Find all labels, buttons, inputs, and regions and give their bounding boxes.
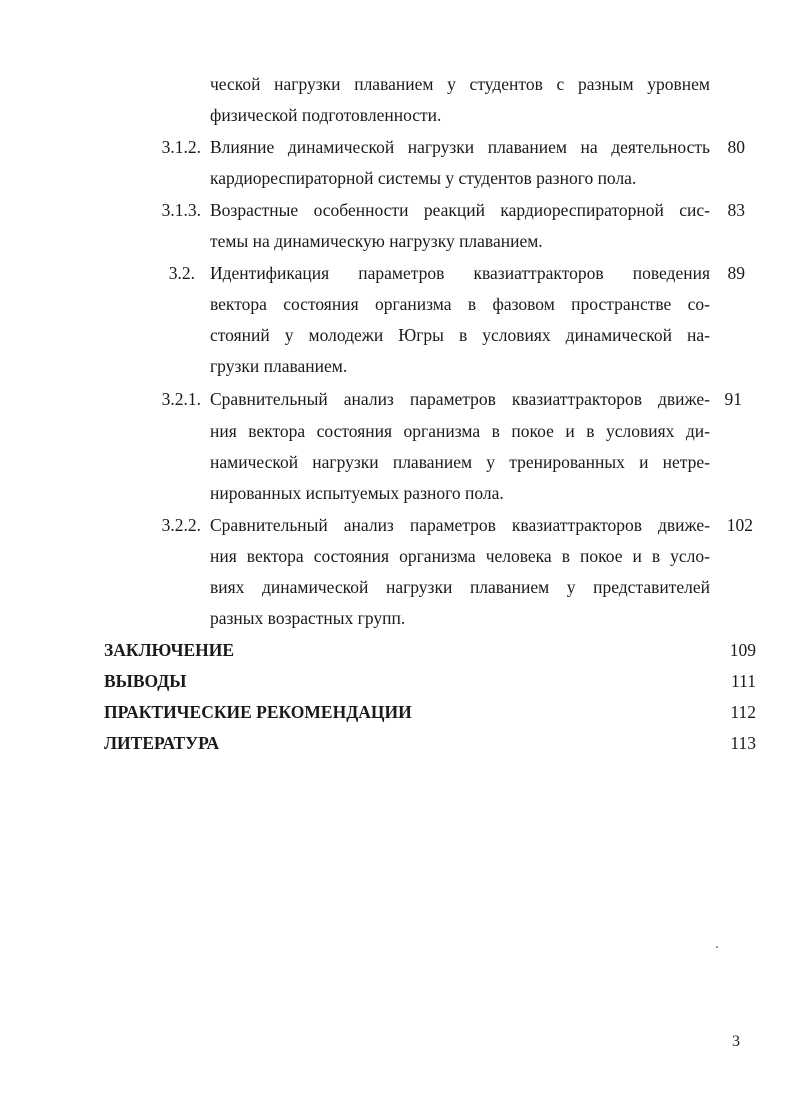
toc-section-page: 112 — [730, 702, 756, 722]
toc-entry-page: 83 — [727, 200, 745, 220]
toc-continued-line-2: физической подготовленности. — [210, 105, 442, 125]
toc-entry-line: ния вектора состояния организма человека в покое и в усло- — [210, 546, 710, 566]
toc-section-title: ПРАКТИЧЕСКИЕ РЕКОМЕНДАЦИИ — [104, 702, 412, 722]
toc-entry-number: 3.1.2. — [161, 137, 201, 157]
toc-section-title: ЗАКЛЮЧЕНИЕ — [104, 640, 235, 660]
toc-entry-line: ния вектора состояния организма в покое и в условиях ди- — [210, 421, 710, 441]
toc-section-title: ВЫВОДЫ — [104, 671, 187, 691]
toc-entry-number: 3.1.3. — [161, 200, 201, 220]
toc-section-page: 109 — [729, 640, 756, 660]
toc-entry-line: кардиореспираторной системы у студентов разного пола. — [210, 168, 637, 188]
toc-entry-line: виях динамической нагрузки плаванием у представителей — [210, 577, 710, 597]
toc-entry-line: Идентификация параметров квазиаттракторов поведения — [210, 263, 710, 283]
toc-entry-line: Сравнительный анализ параметров квазиаттракторов движе- — [210, 515, 710, 535]
toc-entry-page: 102 — [726, 515, 753, 535]
toc-entry-line: стояний у молодежи Югры в условиях динамической на- — [210, 325, 710, 345]
toc-entry-line: вектора состояния организма в фазовом пространстве со- — [210, 294, 710, 314]
scan-speck — [716, 946, 718, 948]
toc-entry-line: Сравнительный анализ параметров квазиаттракторов движе- — [210, 389, 710, 409]
toc-section-title: ЛИТЕРАТУРА — [104, 733, 220, 753]
toc-entry-line: намической нагрузки плаванием у тренированных и нетре- — [210, 452, 710, 472]
toc-section-page: 111 — [731, 671, 756, 691]
toc-entry-page: 80 — [727, 137, 745, 157]
toc-entry-number: 3.2. — [168, 263, 195, 283]
toc-entry-line: нированных испытуемых разного пола. — [210, 483, 504, 503]
toc-entry-line: Возрастные особенности реакций кардиореспираторной сис- — [210, 200, 710, 220]
toc-entry-page: 91 — [724, 389, 742, 409]
toc-entry-number: 3.2.2. — [161, 515, 201, 535]
toc-continued-line-1: ческой нагрузки плаванием у студентов с разным уровнем — [210, 74, 710, 94]
toc-entry-number: 3.2.1. — [161, 389, 201, 409]
toc-entry-line: разных возрастных групп. — [210, 608, 406, 628]
toc-entry-page: 89 — [727, 263, 745, 283]
toc-entry-line: грузки плаванием. — [210, 356, 348, 376]
toc-section-page: 113 — [730, 733, 756, 753]
page-number: 3 — [732, 1033, 740, 1050]
toc-entry-line: Влияние динамической нагрузки плаванием на деятельность — [210, 137, 710, 157]
toc-entry-line: темы на динамическую нагрузку плаванием. — [210, 231, 543, 251]
